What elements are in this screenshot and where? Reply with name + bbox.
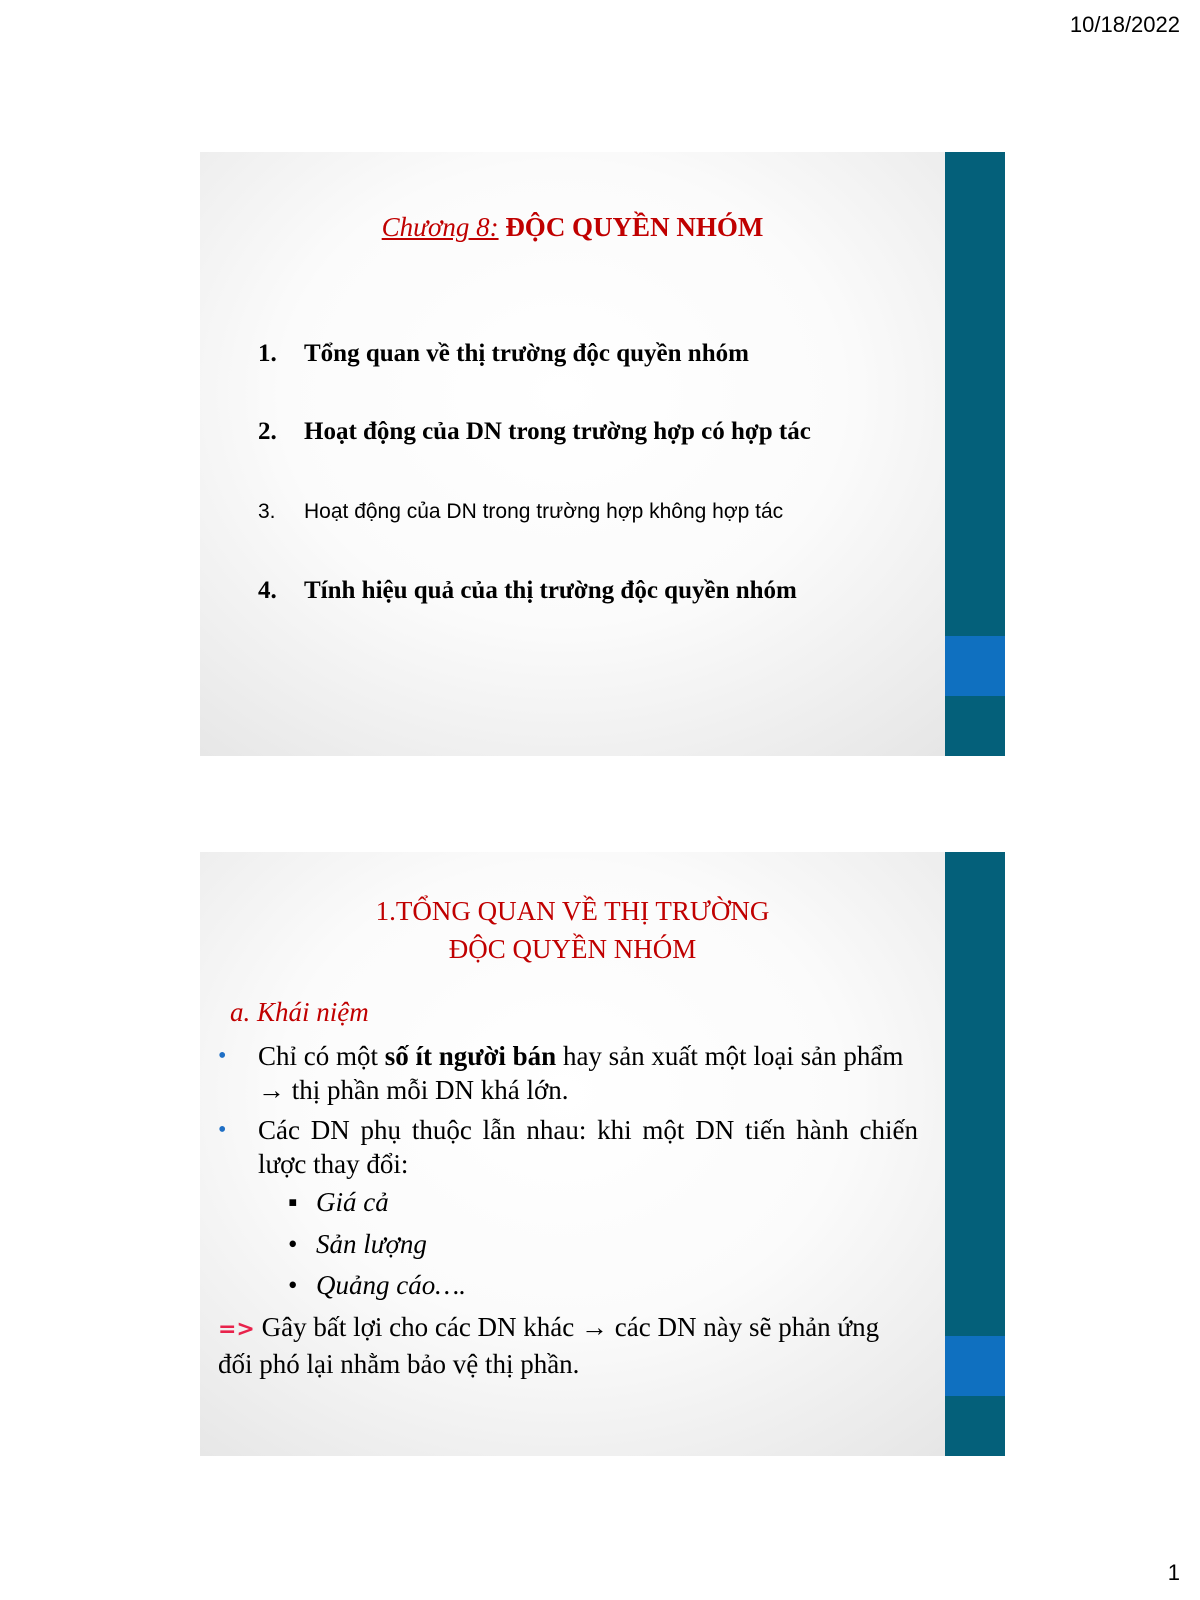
slide-heading: 1.TỔNG QUAN VỀ THỊ TRƯỜNG ĐỘC QUYỀN NHÓM: [375, 896, 770, 964]
sub-list-item: ▪ Giá cả: [288, 1187, 389, 1217]
sub-list-item: • Quảng cáo….: [288, 1270, 466, 1300]
toc-item: 3. Hoạt động của DN trong trường hợp không hợp tác: [258, 500, 784, 523]
sub-bullet-icon: ▪: [288, 1187, 298, 1217]
bullet-dot-icon: •: [218, 1117, 227, 1143]
toc-item: 4. Tính hiệu quả của thị trường độc quyền nhóm: [258, 577, 797, 604]
toc-item: 2. Hoạt động của DN trong trường hợp có hợp tác: [258, 418, 811, 445]
sub-bullet-icon: •: [288, 1229, 298, 1259]
conclusion-text: => Gây bất lợi cho các DN khác → các DN này sẽ phản ứng đối phó lại nhằm bảo vệ thị phần.: [218, 1312, 880, 1379]
section-subheading: a. Khái niệm: [230, 997, 369, 1027]
bullet-dot-icon: •: [218, 1043, 227, 1069]
page-date: 10/18/2022: [1069, 12, 1180, 37]
chapter-label: Chương 8:: [381, 212, 499, 242]
slide-side-bar-accent: [945, 636, 1005, 696]
chapter-title: ĐỘC QUYỀN NHÓM: [498, 212, 764, 242]
conclusion-arrow: =>: [218, 1317, 255, 1342]
slide-overview: [200, 852, 1005, 1456]
page-number: 1: [1167, 1560, 1180, 1585]
bullet-item: • Chỉ có một số ít người bán hay sản xuất một loại sản phẩm → thị phần mỗi DN khá lớn.: [218, 1041, 904, 1105]
bullet-item: • Các DN phụ thuộc lẫn nhau: khi một DN tiến hành chiến lược thay đổi:: [218, 1115, 918, 1179]
sub-bullet-icon: •: [288, 1270, 298, 1300]
toc-item: 1. Tổng quan về thị trường độc quyền nhóm: [258, 340, 749, 367]
slide-title: [200, 212, 945, 243]
slide-chapter-title: [200, 152, 1005, 756]
sub-list-item: • Sản lượng: [288, 1229, 427, 1259]
slide-side-bar-accent: [945, 1336, 1005, 1396]
